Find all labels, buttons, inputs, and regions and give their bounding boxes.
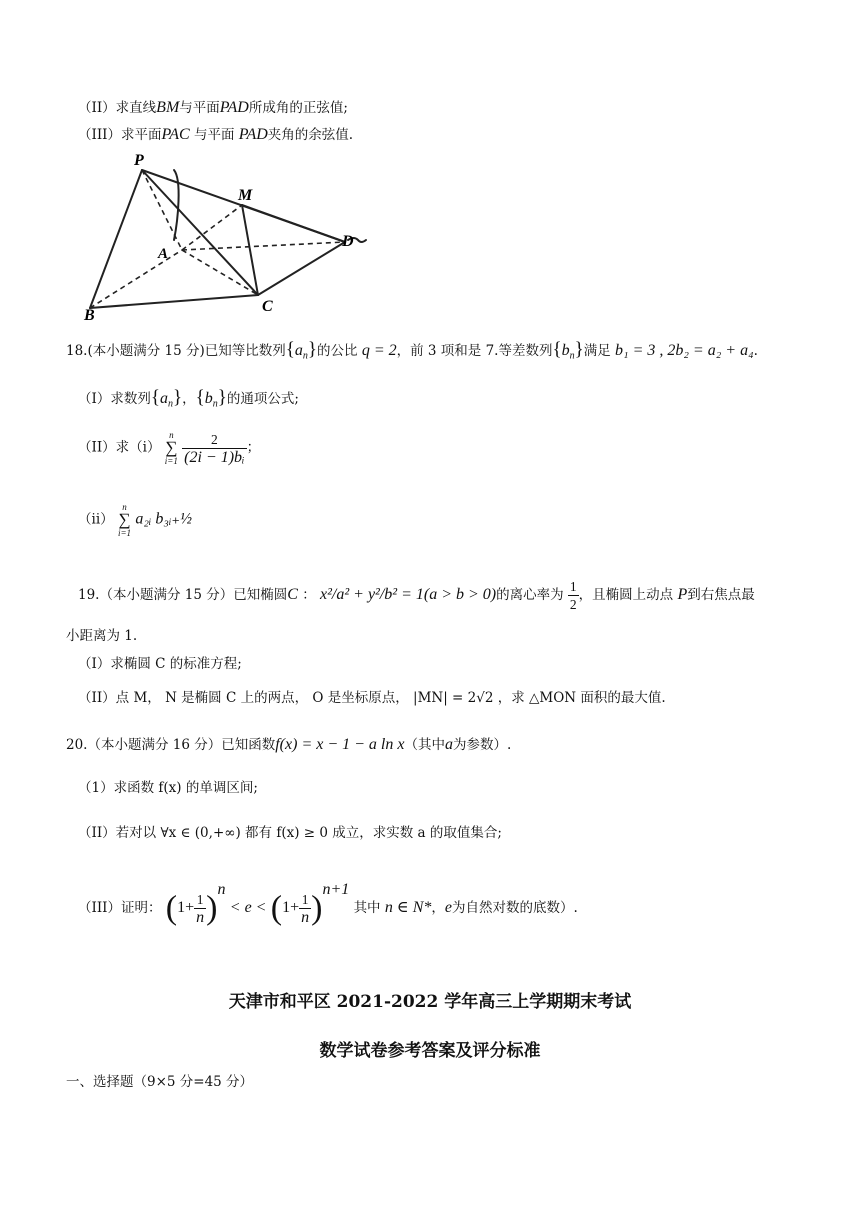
- q19-part2: （II）点 M， N 是椭圆 C 上的两点， O 是坐标原点， |MN| = 2√2 ，求 △MON 面积的最大值.: [78, 690, 666, 706]
- label-b: B: [84, 307, 95, 324]
- sum-symbol: n ∑ i=1: [164, 430, 178, 466]
- q19-header: 19.（本小题满分 15 分）已知椭圆C ： x²/a² + y²/b² = 1(a > b > 0)的离心率为 $\frac{1}{2}$ ，且椭圆上动点 P到右焦点最: [78, 579, 755, 612]
- answers-subtitle: 数学试卷参考答案及评分标准: [319, 1041, 541, 1061]
- q18-part2ii: （ii） n ∑ i=1 a₂ᵢ b₃ᵢ₊½: [78, 502, 192, 538]
- q20-header: 20.（本小题满分 16 分）已知函数f(x) = x − 1 − a ln x（其中a为参数）.: [66, 736, 512, 753]
- label-p: P: [134, 152, 144, 169]
- line-bm: BM: [156, 99, 180, 116]
- label-d: D: [342, 233, 354, 250]
- section-choice: 一、选择题（9×5 分=45 分）: [66, 1074, 254, 1090]
- q17-part2: （II）求直线BM与平面PAD所成角的正弦值;: [78, 99, 348, 116]
- q19-line2: 小距离为 1.: [66, 628, 138, 644]
- q18-part1: （I）求数列$\{a_n\}$，$\{b_n\}$的通项公式;: [78, 387, 299, 410]
- q19-part1: （I）求椭圆 C 的标准方程;: [78, 656, 242, 672]
- q20-part3: （III）证明： (1+ $\frac{1}{n}$ )$^n$ < e < (1+ $\frac{1}{n}$ )$^{n+1}$ 其中 n ∈ N*，e为自然对数的底数）.: [78, 881, 578, 927]
- plane-pad: PAD: [219, 99, 249, 116]
- q18-part2: （II）求（i） n ∑ i=1 $\frac{2}{\text{(2i − 1)bᵢ}}$ ；: [78, 430, 261, 466]
- q17-part3: （III）求平面PAC 与平面 PAD夹角的余弦值.: [78, 126, 354, 143]
- q18-header: 18.(本小题满分 15 分)已知等比数列$\{a_n\}$的公比 q = 2，前 3 项和是 7.等差数列$\{b_n\}$满足 b₁ = 3 , 2b₂ = a₂ + a₄.: [66, 339, 758, 362]
- label-a: A: [158, 246, 169, 262]
- q18-fraction: $\frac{2}{\text{(2i − 1)bᵢ}}$: [184, 431, 245, 466]
- pyramid-figure: [70, 150, 400, 325]
- label-m: M: [238, 187, 253, 204]
- answers-title: 天津市和平区 2021-2022 学年高三上学期期末考试: [228, 992, 632, 1012]
- q20-part1: （1）求函数 f(x) 的单调区间;: [78, 780, 258, 796]
- label-c: C: [262, 298, 273, 315]
- function-definition: f(x) = x − 1 − a ln x: [275, 736, 405, 753]
- ellipse-equation: x²/a² + y²/b² = 1(a > b > 0): [320, 586, 497, 603]
- q20-part2: （II）若对以 ∀x ∈ (0,+∞) 都有 f(x) ≥ 0 成立，求实数 a 的取值集合;: [78, 825, 502, 841]
